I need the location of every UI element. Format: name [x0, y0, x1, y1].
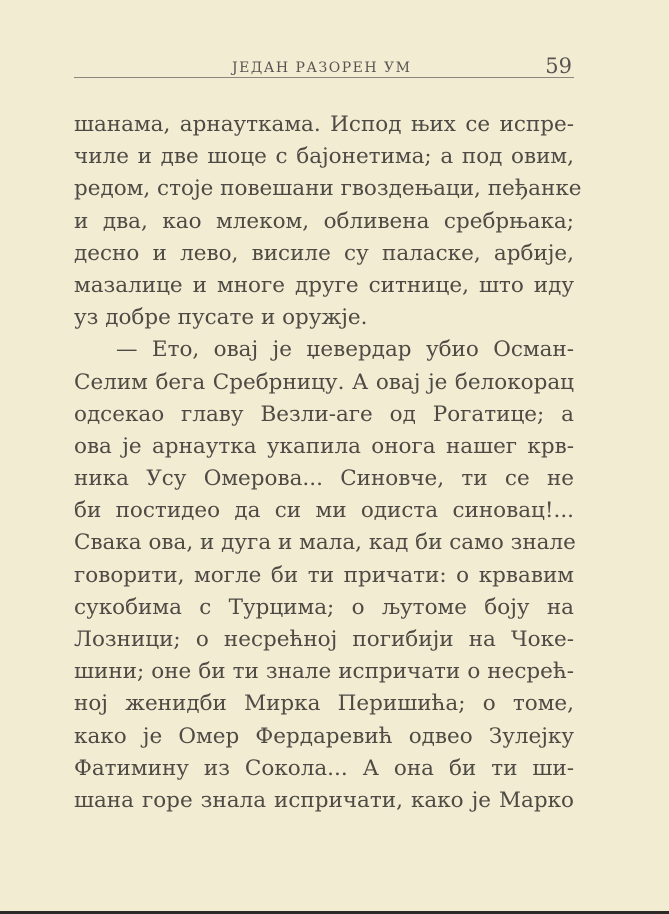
text-line: ова је арнаутка укапила онога нашег крв-: [74, 433, 574, 459]
text-line: шана горе знала испричати, како је Марко: [74, 787, 574, 813]
text-line: Фатимину из Сокола... А она би ти ши-: [74, 755, 574, 781]
text-line: сукобима с Турцима; о љутоме боју на: [74, 594, 574, 620]
text-line: Свака ова, и дуга и мала, кад би само знале: [74, 530, 576, 556]
text-line: десно и лево, висиле су паласке, арбије,: [74, 240, 574, 266]
text-line: шини; оне би ти знале испричати о несрећ-: [74, 659, 574, 685]
text-line: говорити, могле би ти причати: о крвавим: [74, 562, 574, 588]
body-text: [74, 109, 582, 817]
text-line: шанама, арнауткама. Испод њих се испре-: [74, 112, 574, 137]
header-rule: [74, 77, 574, 78]
paragraph-end-line: уз добре пусате и оружје.: [74, 305, 368, 331]
running-header: [74, 50, 574, 80]
text-line: ној женидби Мирка Перишића; о томе,: [74, 691, 574, 717]
running-title: ЈЕДАН РАЗОРЕН УМ: [232, 60, 412, 76]
text-line: Селим бега Сребрницу. А овај је белокорац: [74, 369, 574, 395]
text-line: редом, стоје повешани гвоздењаци, пеђанке: [74, 176, 582, 202]
text-line: ника Усу Омерова... Синовче, ти се не: [74, 466, 574, 492]
text-line: би постидео да си ми одиста синовац!...: [74, 498, 574, 524]
text-line: како је Омер Фердаревић одвео Зулејку: [74, 723, 574, 749]
paragraph-start-line: — Ето, овај је џевердар убио Осман-: [116, 337, 574, 363]
text-line: одсекао главу Везли-аге од Рогатице; а: [74, 401, 574, 427]
text-line: мазалице и многе друге ситнице, што иду: [74, 272, 574, 298]
text-line: Лозници; о несрећној погибији на Чоке-: [74, 627, 574, 652]
text-line: и два, као млеком, обливена сребрњака;: [74, 208, 574, 234]
text-line: чиле и две шоце с бајонетима; а под овим,: [74, 144, 574, 170]
page-number: 59: [545, 54, 572, 78]
